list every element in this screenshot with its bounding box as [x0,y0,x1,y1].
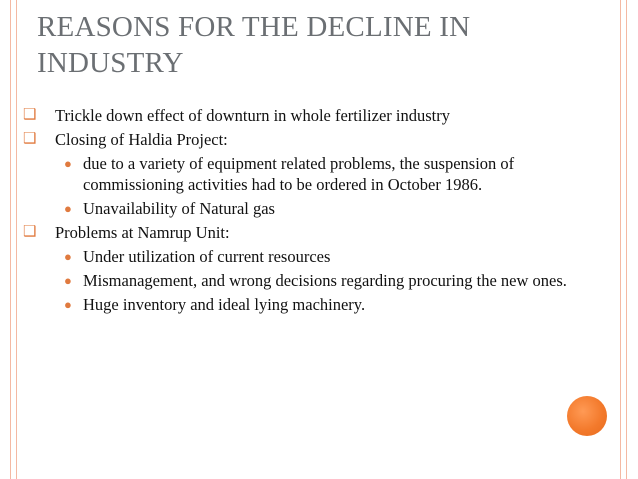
list-item-text: Problems at Namrup Unit: [55,223,230,242]
list-item [22,222,607,243]
list-item [22,105,607,126]
list-item [22,129,607,150]
list-item-text: Under utilization of current resources [83,247,331,266]
list-item-text: Huge inventory and ideal lying machinery. [83,295,366,314]
list-item-text: Trickle down effect of downturn in whole fertilizer industry [55,106,450,125]
sub-bullet-icon: ● [64,201,72,216]
right-border-decoration [620,0,627,479]
slide-title: REASONS FOR THE DECLINE IN INDUSTRY [37,11,471,79]
bullet-icon: ❑ [23,107,37,123]
sub-bullet-icon: ● [64,249,72,264]
list-item [22,294,607,315]
sub-bullet-icon: ● [64,273,72,288]
list-item-text: due to a variety of equipment related problems, the suspension of commissioning activities had to be ordered in October 1986. [83,154,515,194]
list-item-text: Closing of Haldia Project: [55,130,228,149]
list-item [22,270,607,291]
list-item [22,153,607,195]
bullet-icon: ❑ [23,224,37,240]
sub-bullet-icon: ● [64,297,72,312]
list-item [22,198,607,219]
list-item-text: Unavailability of Natural gas [83,199,275,218]
list-item-text: Mismanagement, and wrong decisions regarding procuring the new ones. [83,271,567,290]
bullet-icon: ❑ [23,131,37,147]
left-border-decoration [10,0,17,479]
orange-circle-decoration [567,396,607,436]
bullet-list [22,105,607,318]
list-item [22,246,607,267]
sub-bullet-icon: ● [64,156,72,171]
